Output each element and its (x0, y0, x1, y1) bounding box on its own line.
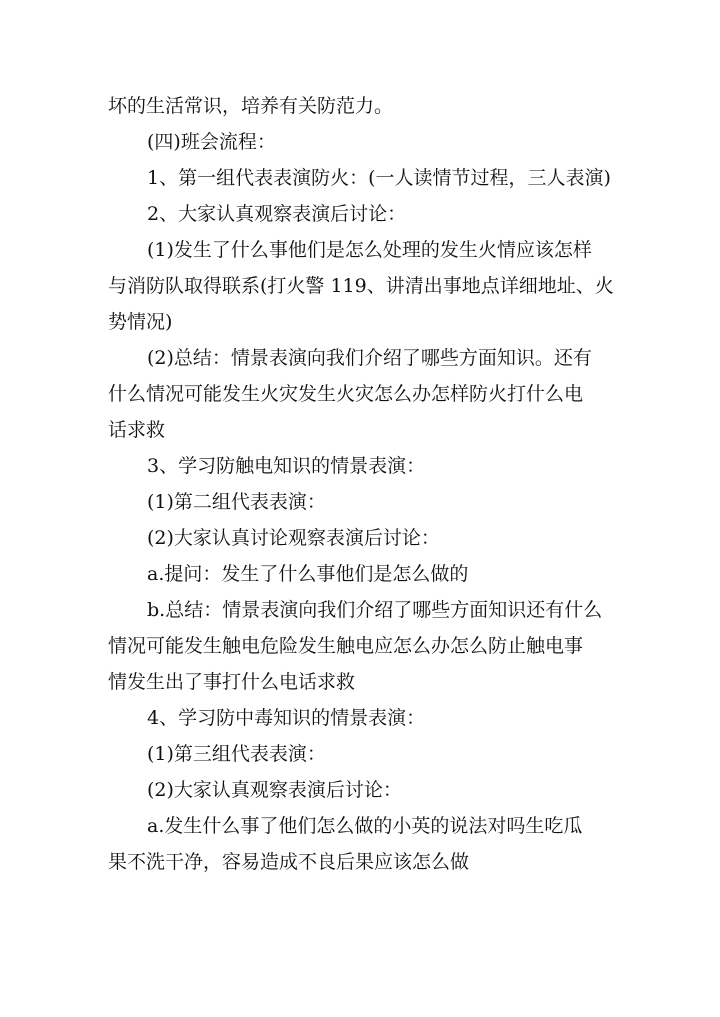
text-line-continuation: 坏的生活常识，培养有关防范力。 (108, 95, 394, 117)
paragraph-line: 话求救 (108, 419, 166, 441)
step-2-discussion: 2、大家认真观察表演后讨论： (147, 203, 407, 225)
list-item: (2)大家认真讨论观察表演后讨论： (147, 527, 440, 549)
paragraph-line: 什么情况可能发生火灾发生火灾怎么办怎样防火打什么电 (108, 383, 584, 405)
section-heading-meeting-process: (四)班会流程： (147, 131, 276, 153)
paragraph-line: 与消防队取得联系(打火警 119、讲清出事地点详细地址、火 (108, 275, 614, 297)
step-3-electric-shock: 3、学习防触电知识的情景表演： (147, 455, 426, 477)
document-body (108, 88, 616, 880)
list-item: a.提问：发生了什么事他们是怎么做的 (147, 563, 469, 585)
paragraph-line: 情发生出了事打什么电话求救 (108, 671, 356, 693)
paragraph-line: (1)发生了什么事他们是怎么处理的发生火情应该怎样 (147, 239, 592, 261)
step-4-poisoning: 4、学习防中毒知识的情景表演： (147, 707, 426, 729)
list-item: (1)第二组代表表演： (147, 491, 326, 513)
paragraph-line: 情况可能发生触电危险发生触电应怎么办怎么防止触电事 (108, 635, 584, 657)
list-item: (2)大家认真观察表演后讨论： (147, 779, 402, 801)
paragraph-line: 势情况) (108, 311, 173, 333)
paragraph-line: b.总结：情景表演向我们介绍了哪些方面知识还有什么 (147, 599, 603, 621)
step-1-fire-performance: 1、第一组代表表演防火：(一人读情节过程，三人表演) (147, 167, 611, 189)
list-item: (1)第三组代表表演： (147, 743, 326, 765)
paragraph-line: (2)总结：情景表演向我们介绍了哪些方面知识。还有 (147, 347, 592, 369)
paragraph-line: 果不洗干净，容易造成不良后果应该怎么做 (108, 851, 470, 873)
paragraph-line: a.发生什么事了他们怎么做的小英的说法对吗生吃瓜 (147, 815, 583, 837)
